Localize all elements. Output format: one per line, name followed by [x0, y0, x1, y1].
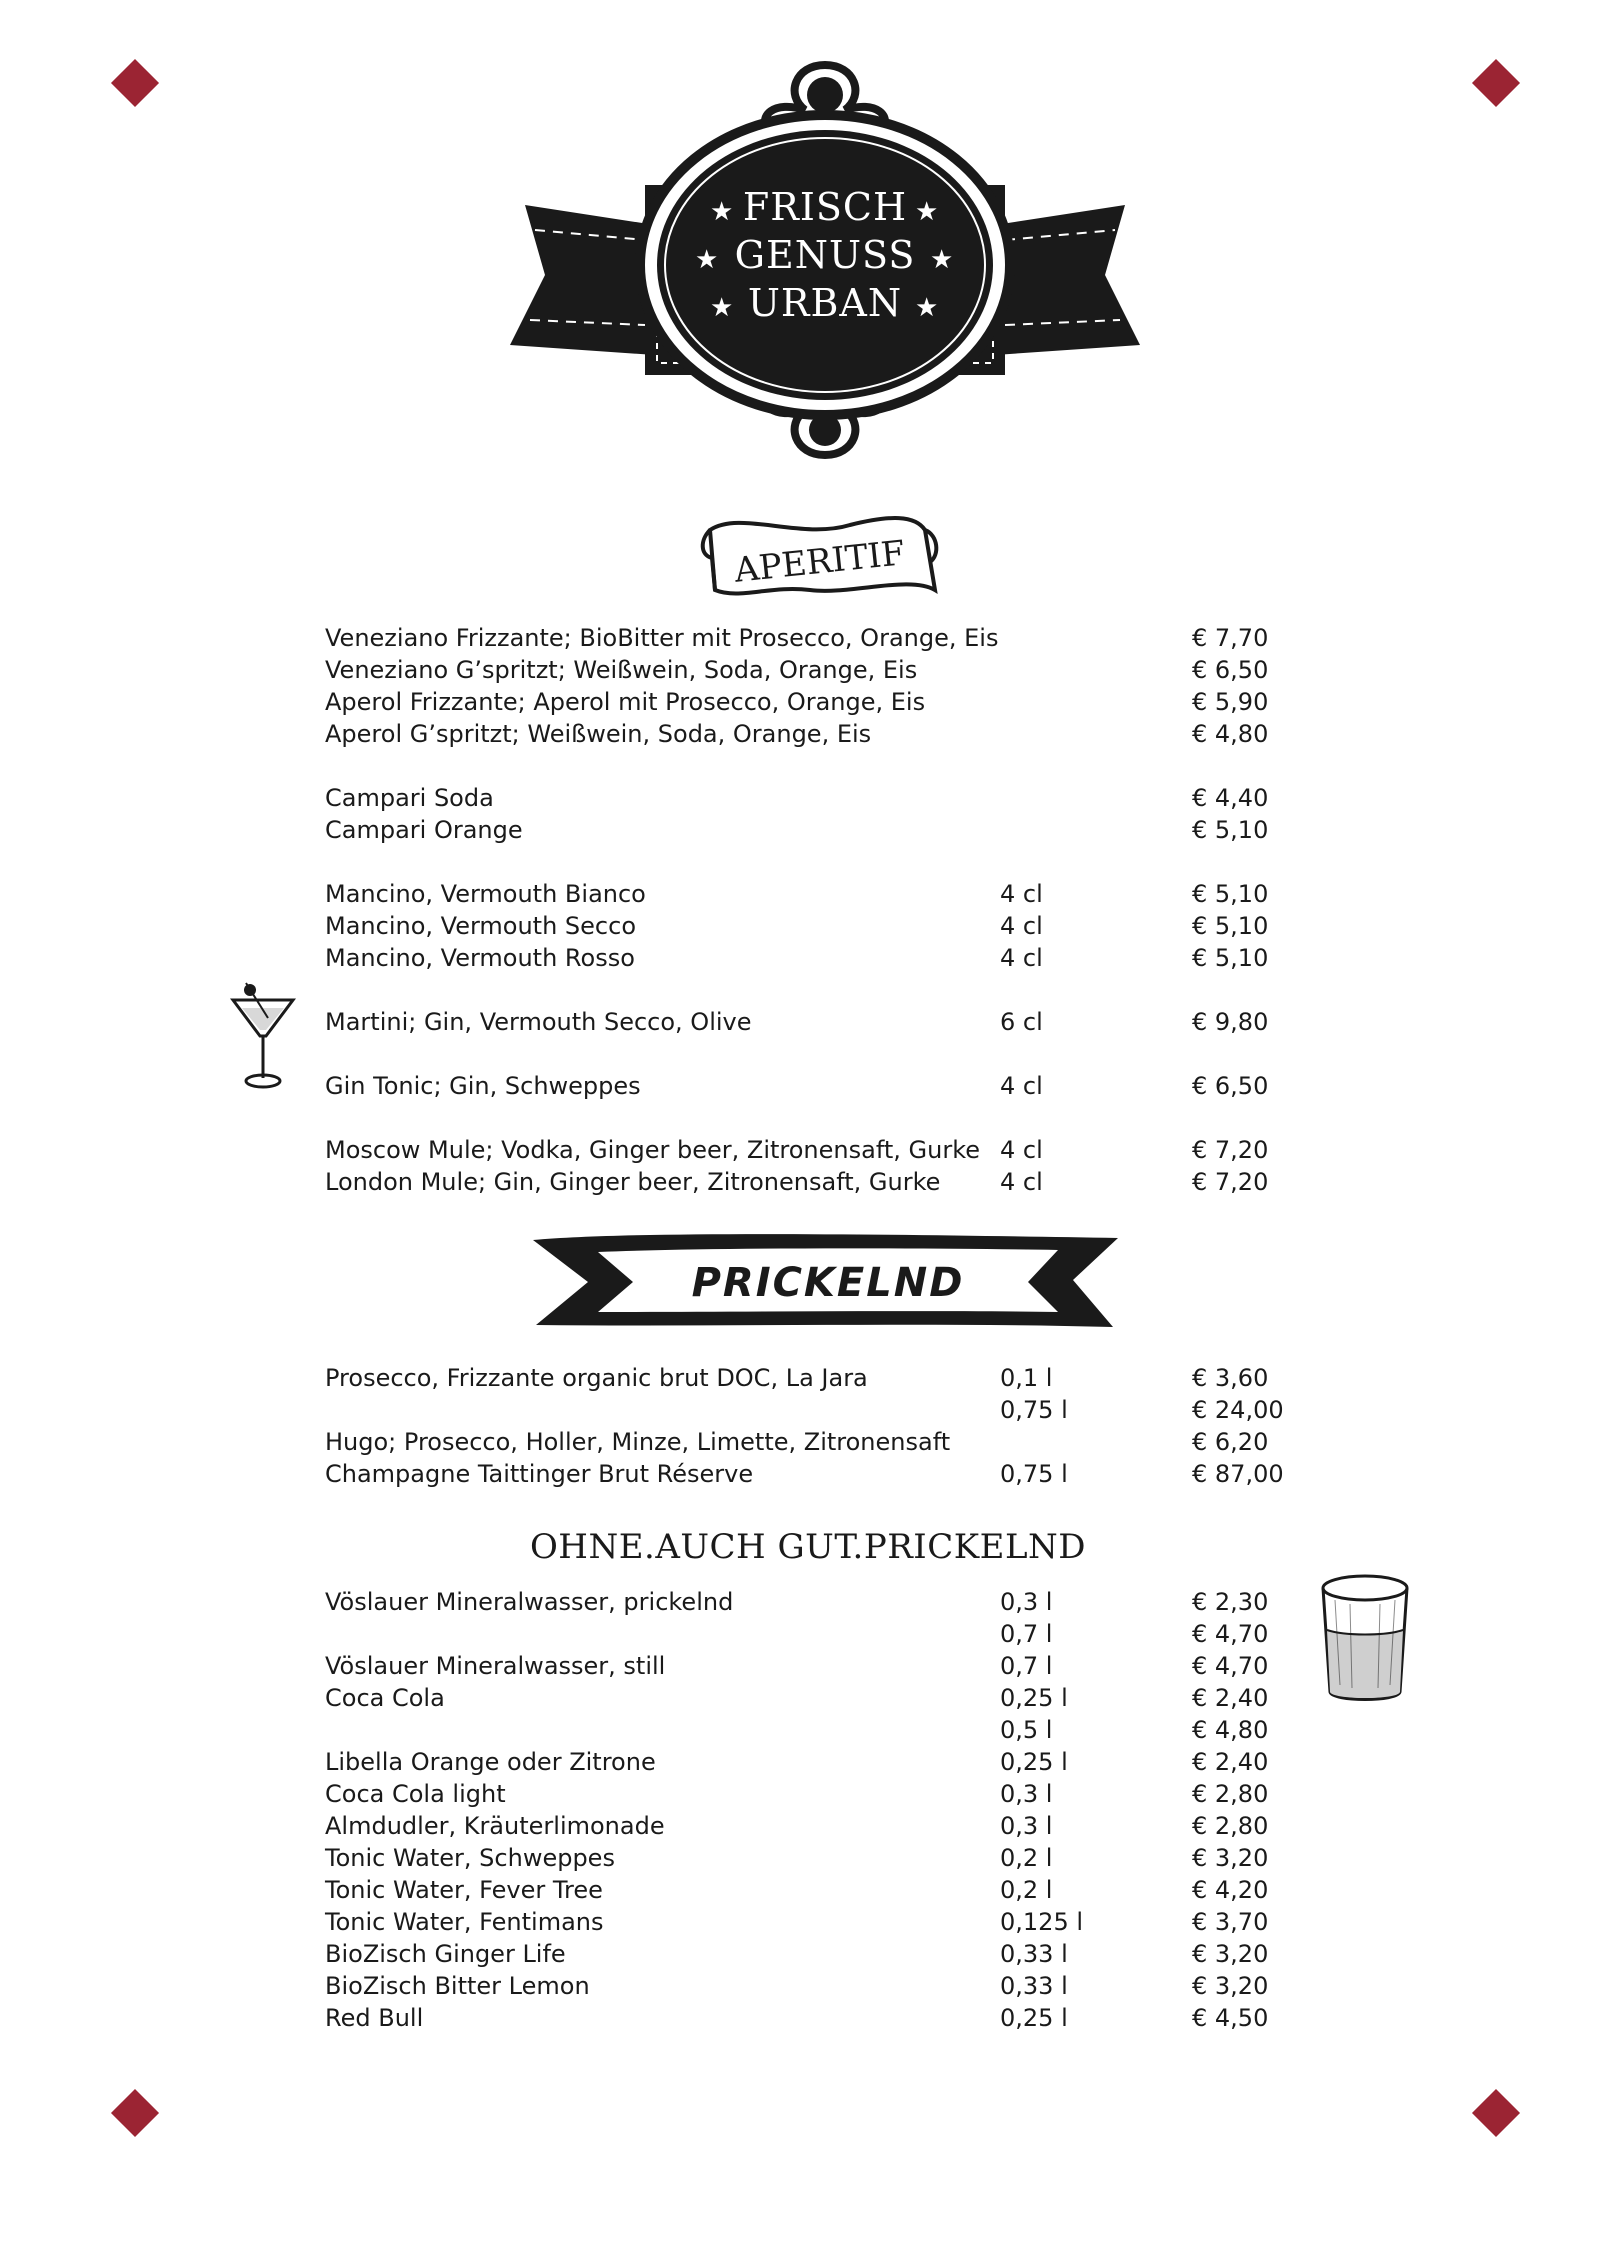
item-name: Prosecco, Frizzante organic brut DOC, La Jara	[325, 1364, 868, 1392]
item-name: Martini; Gin, Vermouth Secco, Olive	[325, 1008, 752, 1036]
spacer	[325, 750, 1325, 782]
aperitif-heading-ribbon	[700, 510, 940, 605]
menu-item	[325, 1970, 1325, 2002]
item-name: London Mule; Gin, Ginger beer, Zitronensaft, Gurke	[325, 1168, 941, 1196]
item-price: € 87,00	[1192, 1460, 1284, 1488]
item-name: Aperol Frizzante; Aperol mit Prosecco, Orange, Eis	[325, 688, 926, 716]
item-name: Moscow Mule; Vodka, Ginger beer, Zitronensaft, Gurke	[325, 1136, 980, 1164]
item-name: Champagne Taittinger Brut Réserve	[325, 1460, 754, 1488]
item-volume: 0,7 l	[1000, 1652, 1053, 1680]
menu-item	[325, 1166, 1325, 1198]
item-name: Mancino, Vermouth Bianco	[325, 880, 646, 908]
aperitif-list	[325, 622, 1325, 1198]
prickelnd-heading-ribbon	[528, 1230, 1120, 1335]
prickelnd-list	[325, 1362, 1325, 1490]
item-name: Tonic Water, Fever Tree	[325, 1876, 603, 1904]
item-price: € 7,20	[1192, 1168, 1269, 1196]
corner-diamond-bottom-right	[1472, 2089, 1520, 2137]
item-price: € 2,30	[1192, 1588, 1269, 1616]
item-volume: 0,3 l	[1000, 1780, 1053, 1808]
svg-text:★: ★	[915, 197, 939, 227]
item-price: € 24,00	[1192, 1396, 1284, 1424]
item-price: € 9,80	[1192, 1008, 1269, 1036]
item-name: Hugo; Prosecco, Holler, Minze, Limette, Zitronensaft	[325, 1428, 951, 1456]
menu-item	[325, 910, 1325, 942]
item-volume: 0,25 l	[1000, 1748, 1068, 1776]
item-name: Vöslauer Mineralwasser, prickelnd	[325, 1588, 734, 1616]
item-price: € 2,40	[1192, 1748, 1269, 1776]
menu-item	[325, 1426, 1325, 1458]
menu-item	[325, 1874, 1325, 1906]
item-volume: 6 cl	[1000, 1008, 1043, 1036]
svg-text:★: ★	[695, 245, 719, 275]
water-glass-icon	[1310, 1570, 1420, 1710]
item-volume: 0,1 l	[1000, 1364, 1053, 1392]
item-volume: 4 cl	[1000, 1072, 1043, 1100]
menu-item	[325, 654, 1325, 686]
item-price: € 5,90	[1192, 688, 1269, 716]
item-volume: 4 cl	[1000, 880, 1043, 908]
item-price: € 4,80	[1192, 720, 1269, 748]
item-volume: 0,75 l	[1000, 1396, 1068, 1424]
prickelnd-heading: PRICKELND	[691, 1260, 965, 1306]
item-price: € 2,40	[1192, 1684, 1269, 1712]
menu-item	[325, 2002, 1325, 2034]
ohne-list	[325, 1586, 1325, 2034]
item-name: BioZisch Bitter Lemon	[325, 1972, 590, 2000]
aperitif-heading: APERITIF	[732, 533, 907, 591]
item-name: Almdudler, Kräuterlimonade	[325, 1812, 665, 1840]
menu-item	[325, 1810, 1325, 1842]
item-price: € 4,70	[1192, 1620, 1269, 1648]
item-volume: 0,33 l	[1000, 1940, 1068, 1968]
item-price: € 4,80	[1192, 1716, 1269, 1744]
item-name: Red Bull	[325, 2004, 424, 2032]
svg-text:★: ★	[915, 293, 939, 323]
menu-item	[325, 814, 1325, 846]
spacer	[325, 974, 1325, 1006]
item-price: € 5,10	[1192, 880, 1269, 908]
spacer	[325, 1102, 1325, 1134]
item-name: Aperol G’spritzt; Weißwein, Soda, Orange, Eis	[325, 720, 872, 748]
corner-diamond-top-left	[111, 59, 159, 107]
logo-line-1: FRISCH	[742, 185, 908, 229]
item-price: € 6,20	[1192, 1428, 1269, 1456]
martini-glass-icon	[228, 978, 298, 1093]
item-name: Veneziano Frizzante; BioBitter mit Prosecco, Orange, Eis	[325, 624, 999, 652]
menu-item	[325, 878, 1325, 910]
item-price: € 4,20	[1192, 1876, 1269, 1904]
item-price: € 2,80	[1192, 1812, 1269, 1840]
item-price: € 3,60	[1192, 1364, 1269, 1392]
item-name: Libella Orange oder Zitrone	[325, 1748, 656, 1776]
item-volume: 4 cl	[1000, 944, 1043, 972]
item-name: Campari Orange	[325, 816, 523, 844]
item-name: Veneziano G’spritzt; Weißwein, Soda, Orange, Eis	[325, 656, 918, 684]
item-volume: 0,7 l	[1000, 1620, 1053, 1648]
item-volume: 4 cl	[1000, 912, 1043, 940]
item-name: Tonic Water, Schweppes	[325, 1844, 615, 1872]
menu-item	[325, 1714, 1325, 1746]
corner-diamond-top-right	[1472, 59, 1520, 107]
menu-item	[325, 1362, 1325, 1394]
menu-item	[325, 1906, 1325, 1938]
menu-item	[325, 1938, 1325, 1970]
item-price: € 6,50	[1192, 1072, 1269, 1100]
item-price: € 4,50	[1192, 2004, 1269, 2032]
menu-item	[325, 718, 1325, 750]
item-price: € 5,10	[1192, 944, 1269, 972]
item-price: € 2,80	[1192, 1780, 1269, 1808]
item-price: € 5,10	[1192, 816, 1269, 844]
spacer	[325, 1038, 1325, 1070]
menu-item	[325, 686, 1325, 718]
menu-item	[325, 1682, 1325, 1714]
menu-item	[325, 1650, 1325, 1682]
item-volume: 0,75 l	[1000, 1460, 1068, 1488]
svg-text:★: ★	[930, 245, 954, 275]
item-volume: 0,2 l	[1000, 1844, 1053, 1872]
menu-item	[325, 1070, 1325, 1102]
menu-item	[325, 1586, 1325, 1618]
item-price: € 4,70	[1192, 1652, 1269, 1680]
menu-item	[325, 1006, 1325, 1038]
item-volume: 0,5 l	[1000, 1716, 1053, 1744]
logo-emblem	[505, 55, 1145, 475]
item-price: € 3,70	[1192, 1908, 1269, 1936]
menu-item	[325, 782, 1325, 814]
item-name: BioZisch Ginger Life	[325, 1940, 566, 1968]
item-volume: 0,33 l	[1000, 1972, 1068, 2000]
menu-item	[325, 1134, 1325, 1166]
menu-item	[325, 1394, 1325, 1426]
item-name: Coca Cola	[325, 1684, 445, 1712]
ohne-heading: OHNE.AUCH GUT.PRICKELND	[529, 1527, 1087, 1567]
item-name: Mancino, Vermouth Rosso	[325, 944, 635, 972]
item-price: € 3,20	[1192, 1940, 1269, 1968]
item-volume: 0,3 l	[1000, 1812, 1053, 1840]
item-price: € 3,20	[1192, 1844, 1269, 1872]
menu-item	[325, 1458, 1325, 1490]
logo-line-3: URBAN	[747, 281, 903, 325]
item-name: Vöslauer Mineralwasser, still	[325, 1652, 666, 1680]
menu-item	[325, 1778, 1325, 1810]
item-price: € 3,20	[1192, 1972, 1269, 2000]
item-name: Coca Cola light	[325, 1780, 506, 1808]
svg-text:★: ★	[710, 197, 734, 227]
corner-diamond-bottom-left	[111, 2089, 159, 2137]
logo-line-2: GENUSS	[734, 233, 916, 277]
item-price: € 7,70	[1192, 624, 1269, 652]
item-name: Mancino, Vermouth Secco	[325, 912, 637, 940]
item-name: Campari Soda	[325, 784, 494, 812]
menu-item	[325, 942, 1325, 974]
svg-text:★: ★	[710, 293, 734, 323]
item-volume: 4 cl	[1000, 1136, 1043, 1164]
menu-item	[325, 1842, 1325, 1874]
item-volume: 4 cl	[1000, 1168, 1043, 1196]
item-price: € 7,20	[1192, 1136, 1269, 1164]
item-price: € 4,40	[1192, 784, 1269, 812]
item-price: € 6,50	[1192, 656, 1269, 684]
menu-item	[325, 622, 1325, 654]
item-name: Gin Tonic; Gin, Schweppes	[325, 1072, 641, 1100]
item-volume: 0,2 l	[1000, 1876, 1053, 1904]
item-name: Tonic Water, Fentimans	[325, 1908, 604, 1936]
item-volume: 0,25 l	[1000, 2004, 1068, 2032]
menu-item	[325, 1618, 1325, 1650]
item-volume: 0,3 l	[1000, 1588, 1053, 1616]
menu-item	[325, 1746, 1325, 1778]
spacer	[325, 846, 1325, 878]
item-price: € 5,10	[1192, 912, 1269, 940]
item-volume: 0,125 l	[1000, 1908, 1084, 1936]
item-volume: 0,25 l	[1000, 1684, 1068, 1712]
